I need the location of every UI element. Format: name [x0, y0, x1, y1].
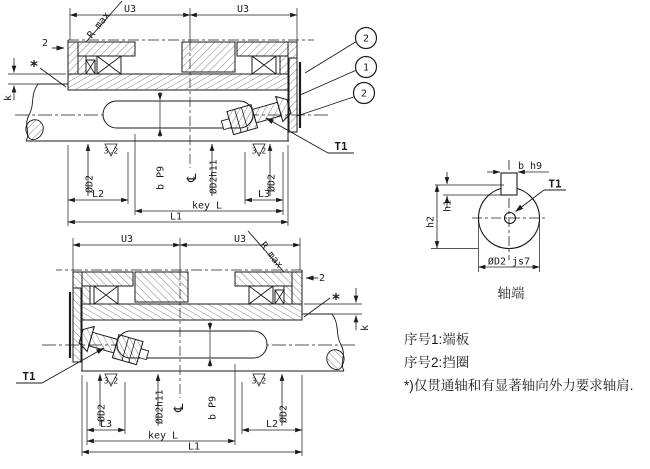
dim-d2-right-bottom: ØD2 — [278, 404, 290, 423]
balloon-2b-label: 2 — [360, 88, 368, 100]
dim-l3-top: L3 — [257, 189, 271, 200]
roughness-right-bottom: 3.2 — [251, 376, 267, 386]
dim-plate-gap-bottom: 2 — [318, 273, 326, 284]
dim-u3-top-left: U3 — [123, 4, 137, 15]
note-item-2: 序号2:挡圈 — [404, 355, 470, 370]
dim-k-bottom: k — [360, 324, 371, 331]
dim-l1-top: L1 — [169, 211, 183, 223]
dim-d2h11-bottom: ØD2h11 — [154, 389, 166, 424]
centerline-mark-bottom: ℄ — [172, 403, 187, 412]
dim-key-l-top: key L — [191, 200, 223, 212]
dim-r-max-top: R max — [85, 10, 113, 41]
drawing-notes — [404, 331, 634, 393]
dim-l1-bottom: L1 — [187, 441, 201, 453]
dim-d2-js7-end-view: ØD2 js7 — [487, 256, 531, 268]
dim-d2-right-top: ØD2 — [266, 173, 278, 192]
shaft-section-linework — [8, 1, 354, 226]
note-item-1: 序号1:端板 — [404, 332, 470, 347]
shoulder-footnote-star-bottom: * — [331, 290, 341, 308]
dim-k-top: k — [3, 94, 14, 101]
roughness-left-bottom: 3.2 — [103, 376, 119, 386]
keyway-slot-end-view — [501, 173, 517, 195]
dim-key-l-bottom: key L — [147, 430, 179, 442]
note-footnote: *)仅贯通轴和有显著轴向外力要求轴肩. — [404, 378, 634, 393]
dim-d2h11-top: ØD2h11 — [208, 159, 220, 194]
balloon-callouts — [297, 28, 377, 117]
shaft-end-view — [426, 160, 567, 301]
dim-b-h9-end-view: b h9 — [517, 161, 543, 172]
dim-l2-bottom: L2 — [265, 419, 279, 430]
t1-label-top: T1 — [334, 140, 348, 153]
t1-label-end-view: T1 — [548, 177, 562, 191]
dim-d2-left-top: ØD2 — [84, 174, 96, 193]
dim-b-p9-bottom: b P9 — [207, 395, 219, 420]
dim-h1-end-view: h1 — [442, 199, 454, 212]
shoulder-footnote-star-top: * — [29, 57, 39, 75]
dim-l2-top: L2 — [91, 189, 105, 200]
dim-h2-end-view: h2 — [425, 215, 437, 228]
dim-u3-bottom-right: U3 — [233, 234, 247, 245]
roughness-left-top: 3.2 — [103, 146, 119, 156]
dim-b-p9-top: b P9 — [155, 165, 167, 190]
end-view-caption: 轴端 — [497, 286, 525, 301]
balloon-2a-label: 2 — [362, 33, 370, 45]
dim-u3-top-right: U3 — [236, 4, 250, 15]
dim-plate-gap-top: 2 — [41, 38, 49, 49]
shaft-section-linework-mirrored — [16, 231, 362, 456]
centerline-mark-top: ℄ — [185, 173, 200, 182]
dim-l3-bottom: L3 — [99, 419, 113, 430]
dim-d2-left-bottom: ØD2 — [96, 403, 108, 422]
t1-label-bottom: T1 — [22, 370, 36, 383]
balloon-1-label: 1 — [362, 62, 370, 74]
roughness-right-top: 3.2 — [251, 146, 267, 156]
dim-r-max-bottom: R max — [257, 240, 285, 271]
dim-u3-bottom-left: U3 — [120, 234, 134, 245]
